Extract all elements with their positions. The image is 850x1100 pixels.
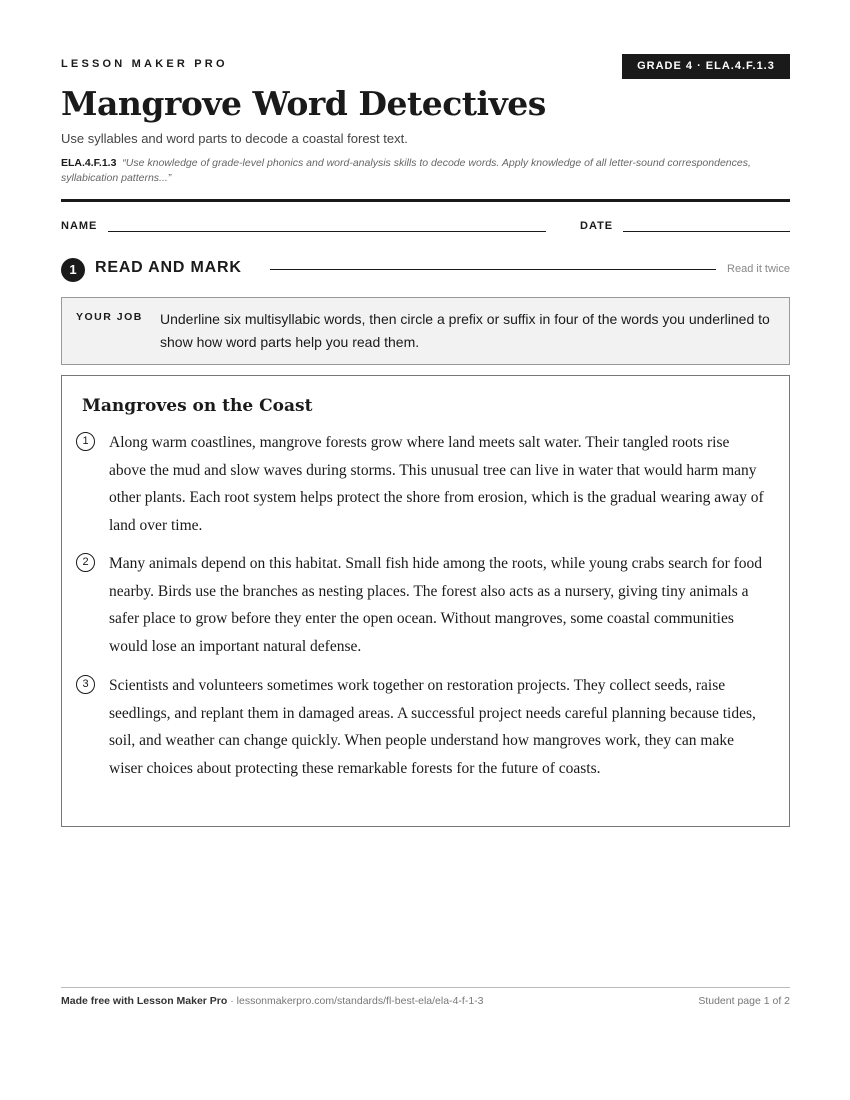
- your-job-box: [61, 297, 790, 365]
- paragraph-number: 3: [76, 675, 95, 694]
- date-label: DATE: [580, 220, 614, 232]
- page-title: Mangrove Word Detectives: [61, 84, 546, 123]
- worksheet-page: [61, 0, 790, 1100]
- paragraph-number: 2: [76, 553, 95, 572]
- brand-name: LESSON MAKER PRO: [61, 58, 228, 70]
- footer-made-with: Made free with Lesson Maker Pro: [61, 995, 228, 1007]
- grade-badge: GRADE 4 · ELA.4.F.1.3: [622, 54, 790, 79]
- section-number-badge: 1: [61, 258, 85, 282]
- paragraph-number: 1: [76, 432, 95, 451]
- footer-page-number: Student page 1 of 2: [698, 995, 790, 1007]
- paragraph-text: Many animals depend on this habitat. Small fish hide among the roots, while young crabs search for food nearby. Birds use the branches as nesting places. The forest also acts as a nursery, giving tiny animals a safer place to grow before they enter the open ocean. Without mangroves, some coastal communities would lose an important natural defense.: [109, 555, 763, 655]
- section-divider: [270, 269, 716, 270]
- standard-code: ELA.4.F.1.3: [61, 157, 117, 169]
- name-write-line[interactable]: [108, 231, 546, 232]
- footer-credit: [61, 995, 484, 1007]
- reading-passage: [61, 375, 790, 827]
- name-label: NAME: [61, 220, 98, 232]
- paragraph-text: Along warm coastlines, mangrove forests grow where land meets salt water. Their tangled roots rise above the mud and slow waves during storms. This unusual tree can live in water that would harm many other plants. Each root system helps protect the shore from erosion, which is the gradual wearing away of land over time.: [109, 434, 764, 534]
- standard-quote: “Use knowledge of grade-level phonics and word-analysis skills to decode words. Apply knowledge of all letter-sound correspondences, syllabication patterns...”: [61, 157, 751, 184]
- footer-divider: [61, 987, 790, 988]
- your-job-label: YOUR JOB: [76, 311, 143, 323]
- section-title: READ AND MARK: [95, 259, 242, 276]
- section-note: Read it twice: [727, 263, 790, 275]
- date-write-line[interactable]: [623, 231, 790, 232]
- footer-url[interactable]: · lessonmakerpro.com/standards/fl-best-ela/ela-4-f-1-3: [227, 995, 484, 1007]
- paragraph-text: Scientists and volunteers sometimes work together on restoration projects. They collect seeds, raise seedlings, and replant them in damaged areas. A successful project needs careful planning because tides, soil, and weather can change quickly. When people understand how mangroves work, they can make wiser choices about protecting these remarkable forests for the future of coasts.: [109, 677, 756, 777]
- page-subtitle: Use syllables and word parts to decode a coastal forest text.: [61, 131, 408, 146]
- standard-description: [61, 156, 761, 186]
- your-job-text: Underline six multisyllabic words, then circle a prefix or suffix in four of the words you underlined to show how word parts help you read them.: [160, 311, 770, 350]
- header-divider: [61, 199, 790, 202]
- passage-title: Mangroves on the Coast: [82, 396, 313, 416]
